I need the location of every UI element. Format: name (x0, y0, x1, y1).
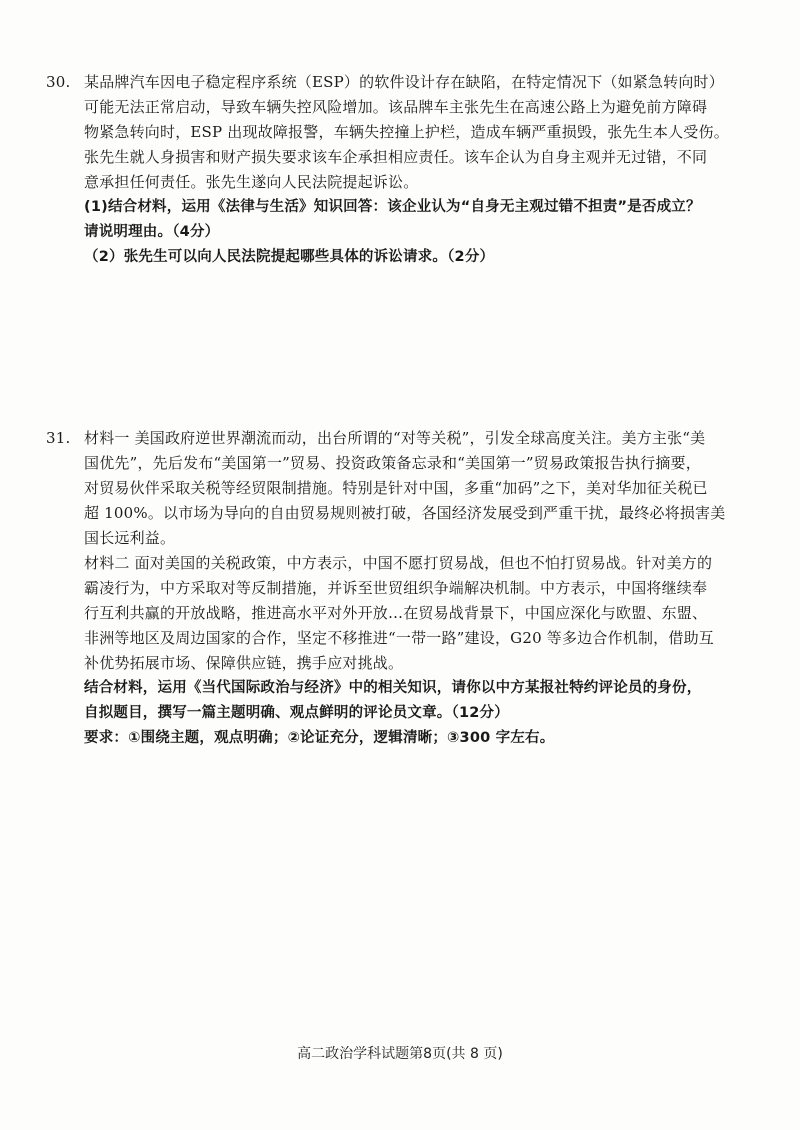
question-31 (46, 426, 766, 751)
q30-line-5: 意承担任何责任。张先生遂向人民法院提起诉讼。 (84, 173, 419, 191)
q30-line-2: 可能无法正常启动，导致车辆失控风险增加。该品牌车主张先生在高速公路上为避免前方障碍 (84, 98, 708, 116)
q31-m2-line-3: 行互利共赢的开放战略，推进高水平对外开放…在贸易战背景下，中国应深化与欧盟、东盟、 (84, 604, 708, 622)
question-30 (46, 70, 766, 270)
q31-m1-line-2: 国优先”，先后发布“美国第一”贸易、投资政策备忘录和“美国第一”贸易政策报告执行摘要， (84, 454, 701, 472)
q30-line-1 (46, 70, 766, 95)
page-footer: 高二政治学科试题第8页(共 8 页) (297, 1046, 503, 1062)
q30-sub1-line-1: (1)结合材料，运用《法律与生活》知识回答：该企业认为“自身无主观过错不担责”是否成立？ (84, 199, 701, 215)
q30-text: 某品牌汽车因电子稳定程序系统（ESP）的软件设计存在缺陷，在特定情况下（如紧急转向时） (84, 73, 724, 91)
q30-sub2: （2）张先生可以向人民法院提起哪些具体的诉讼请求。（2分） (84, 249, 495, 265)
q31-m1-text: 材料一 美国政府逆世界潮流而动，出台所谓的“对等关税”，引发全球高度关注。美方主张“美 (84, 429, 706, 447)
q31-task-line-1: 结合材料，运用《当代国际政治与经济》中的相关知识，请你以中方某报社特约评论员的身份， (84, 680, 702, 696)
q30-line-3: 物紧急转向时，ESP 出现故障报警，车辆失控撞上护栏，造成车辆严重损毁，张先生本人受伤。 (84, 123, 729, 141)
q30-line-4: 张先生就人身损害和财产损失要求该车企承担相应责任。该车企认为自身主观并无过错，不同 (84, 148, 708, 166)
q31-number: 31. (46, 429, 71, 447)
q31-m2-line-2: 霸凌行为，中方采取对等反制措施，并诉至世贸组织争端解决机制。中方表示，中国将继续奉 (84, 579, 708, 597)
q31-m2-line-5: 补优势拓展市场、保障供应链，携手应对挑战。 (84, 654, 404, 672)
q31-m1-line-3: 对贸易伙伴采取关税等经贸限制措施。特别是针对中国，多重“加码”之下，美对华加征关税已 (84, 479, 708, 497)
q31-requirement: 要求：①围绕主题，观点明确；②论证充分，逻辑清晰；③300 字左右。 (84, 730, 555, 746)
q31-m1-line-4: 超 100%。以市场为导向的自由贸易规则被打破，各国经济发展受到严重干扰，最终必将损害美 (84, 504, 726, 522)
q31-m1-line-5: 国长远利益。 (84, 529, 176, 547)
q31-m2-line-4: 非洲等地区及周边国家的合作，坚定不移推进“一带一路”建设，G20 等多边合作机制，借助互 (84, 629, 714, 647)
q31-m1-line-1 (46, 426, 766, 451)
q30-sub1-line-2: 请说明理由。（4分） (84, 224, 220, 240)
q31-m2-line-1: 材料二 面对美国的关税政策，中方表示，中国不愿打贸易战，但也不怕打贸易战。针对美方的 (84, 554, 713, 572)
q31-task-line-2: 自拟题目，撰写一篇主题明确、观点鲜明的评论员文章。（12分） (84, 705, 509, 721)
q30-number: 30. (46, 73, 71, 91)
